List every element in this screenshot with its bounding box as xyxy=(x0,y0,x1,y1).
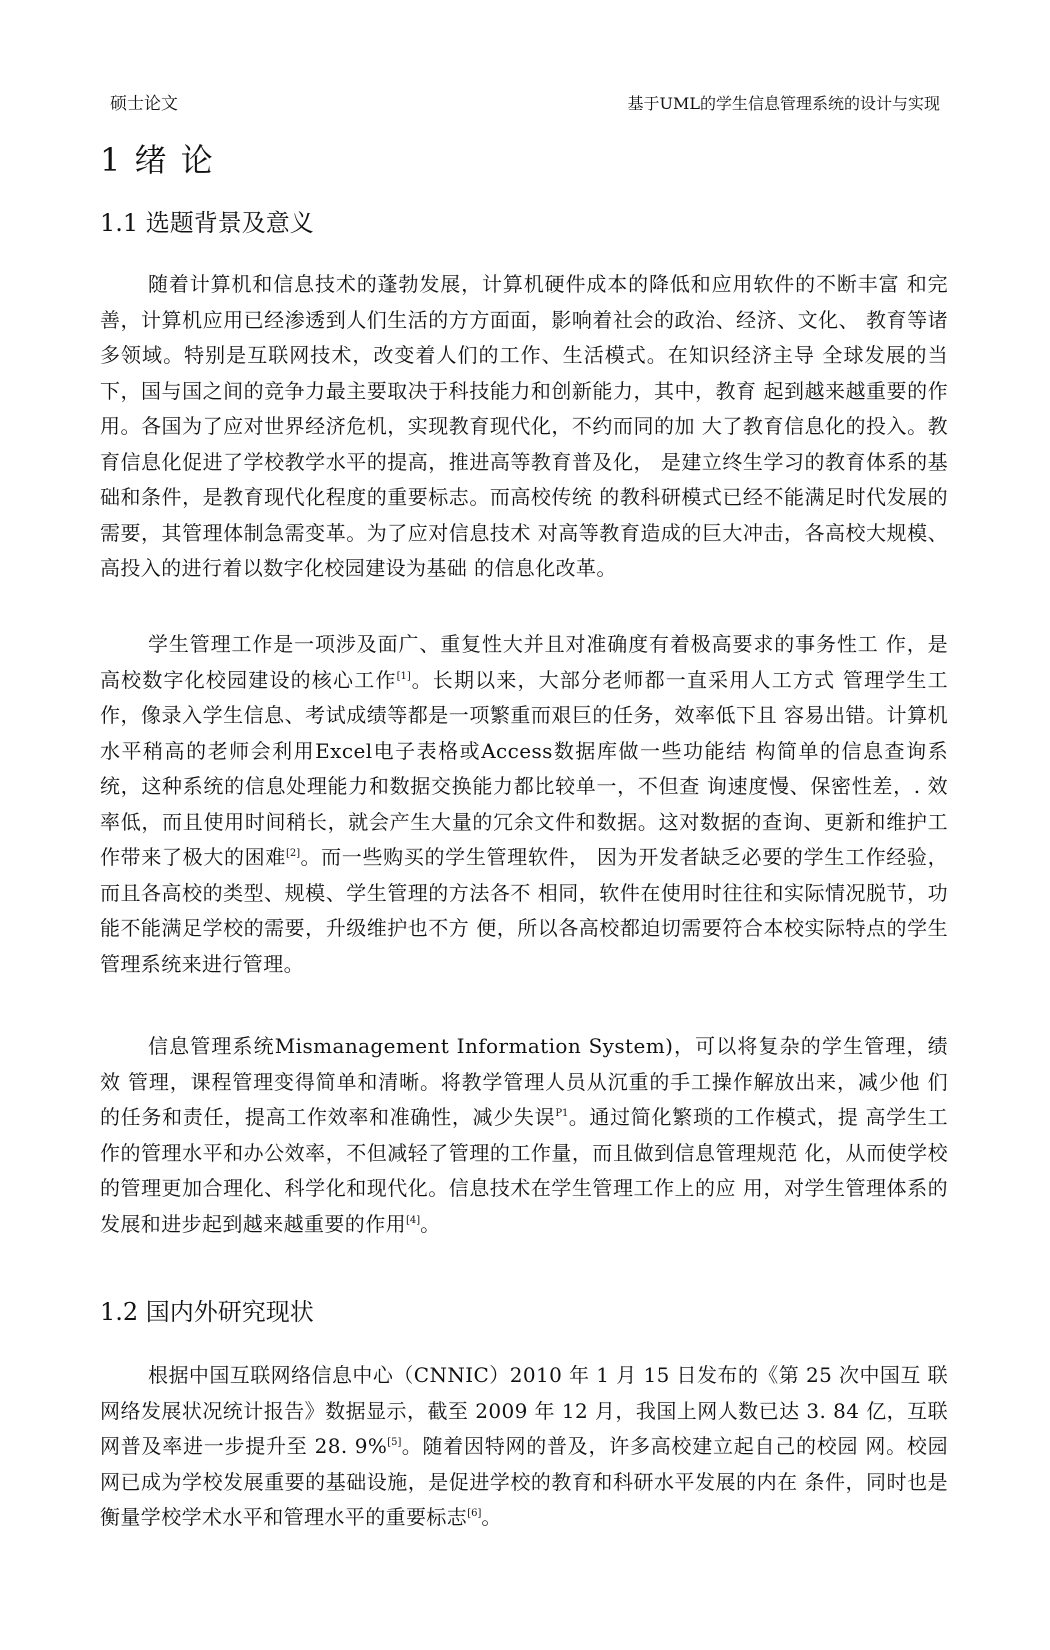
paragraph-mis xyxy=(100,1029,948,1242)
paragraph-text-segment: 信息管理系统Mismanagement Information System)，可以将复杂的学生管理，绩效 管理，课程管理变得简单和清晰。将教学管理人员从沉重的手工操作解放出来，减少他 们的任务和责任，提高工作效率和准确性，减少失误 xyxy=(100,1034,948,1129)
header-right-title: 基于UML的学生信息管理系统的设计与实现 xyxy=(627,94,940,113)
citation-marker: [6] xyxy=(467,1508,482,1519)
header-left-label: 硕士论文 xyxy=(110,94,178,114)
paragraph-background: 随着计算机和信息技术的蓬勃发展，计算机硬件成本的降低和应用软件的不断丰富 和完善，计算机应用已经渗透到人们生活的方方面面，影响着社会的政治、经济、文化、 教育等诸多领域。特别是互联网技术，改变着人们的工作、生活模式。在知识经济主导 全球发展的当下，国与国之间的竞争力最主要取决于科技能力和创新能力，其中，教育 起到越来越重要的作用。各国为了应对世界经济危机，实现教育现代化，不约而同的加 大了教育信息化的投入。教育信息化促进了学校教学水平的提高，推进高等教育普及化， 是建立终生学习的教育体系的基础和条件，是教育现代化程度的重要标志。而高校传统 的教科研模式已经不能满足时代发展的需要，其管理体制急需变革。为了应对信息技术 对高等教育造成的巨大冲击，各高校大规模、高投入的进行着以数字化校园建设为基础 的信息化改革。 xyxy=(100,272,948,580)
citation-marker: [2] xyxy=(286,848,301,859)
citation-marker: [5] xyxy=(387,1437,402,1448)
paragraph-text-segment: 。通过简化繁琐的工作模式，提 高学生工作的管理水平和办公效率，不但减轻了管理的工作量，而且做到信息管理规范 化，从而使学校的管理更加合理化、科学化和现代化。信息技术在学生管理工作上的应 用，对学生管理体系的发展和进步起到越来越重要的作用 xyxy=(100,1105,948,1236)
paragraph-text-segment: 根据中国互联网络信息中心（CNNIC）2010 年 1 月 15 日发布的《第 25 次中国互 联网络发展状况统计报告》数据显示，截至 2009 年 12 月，我国上网人数已达 3. 84 亿，互联网普及率进一步提升至 28. 9% xyxy=(100,1363,948,1458)
citation-marker: P1 xyxy=(555,1108,569,1119)
section-title-1-2: 1.2 国内外研究现状 xyxy=(100,1298,314,1326)
paragraph-text-segment: 。长期以来，大部分老师都一直采用人工方式 管理学生工作，像录入学生信息、考试成绩等都是一项繁重而艰巨的任务，效率低下且 容易出错。计算机水平稍高的老师会利用Excel电子表格或Access数据库做一些功能结 构简单的信息查询系统，这种系统的信息处理能力和数据交换能力都比较单一，不但查 询速度慢、保密性差，. 效率低，而且使用时间稍长，就会产生大量的冗余文件和数据。这对数据的查询、更新和维护工作带来了极大的困难 xyxy=(100,667,948,869)
citation-marker: [4] xyxy=(406,1214,421,1226)
paragraph-text-segment: 。随着因特网的普及，许多高校建立起自己的校园 网。校园网已成为学校发展重要的基础设施，是促进学校的教育和科研水平发展的内在 条件，同时也是衡量学校学术水平和管理水平的重要标志 xyxy=(100,1434,948,1529)
paragraph-text-segment: 。 xyxy=(420,1211,441,1236)
citation-marker: [1] xyxy=(396,670,411,682)
section-title-1-1: 1.1 选题背景及意义 xyxy=(100,209,314,237)
running-header xyxy=(110,92,940,116)
chapter-title: 1 绪 论 xyxy=(100,141,215,179)
paragraph-research-status xyxy=(100,1358,948,1536)
paragraph-text-segment: 。 xyxy=(481,1505,502,1529)
paragraph-text-segment: 学生管理工作是一项涉及面广、重复性大并且对准确度有着极高要求的事务性工 作，是高校数字化校园建设的核心工作 xyxy=(100,632,948,692)
paragraph-student-management xyxy=(100,627,948,982)
paragraph-text-segment: 。而一些购买的学生管理软件， 因为开发者缺乏必要的学生工作经验，而且各高校的类型、规模、学生管理的方法各不 相同，软件在使用时往往和实际情况脱节，功能不能满足学校的需要，升级维护也不方 便，所以各高校都迫切需要符合本校实际特点的学生管理系统来进行管理。 xyxy=(100,845,948,976)
